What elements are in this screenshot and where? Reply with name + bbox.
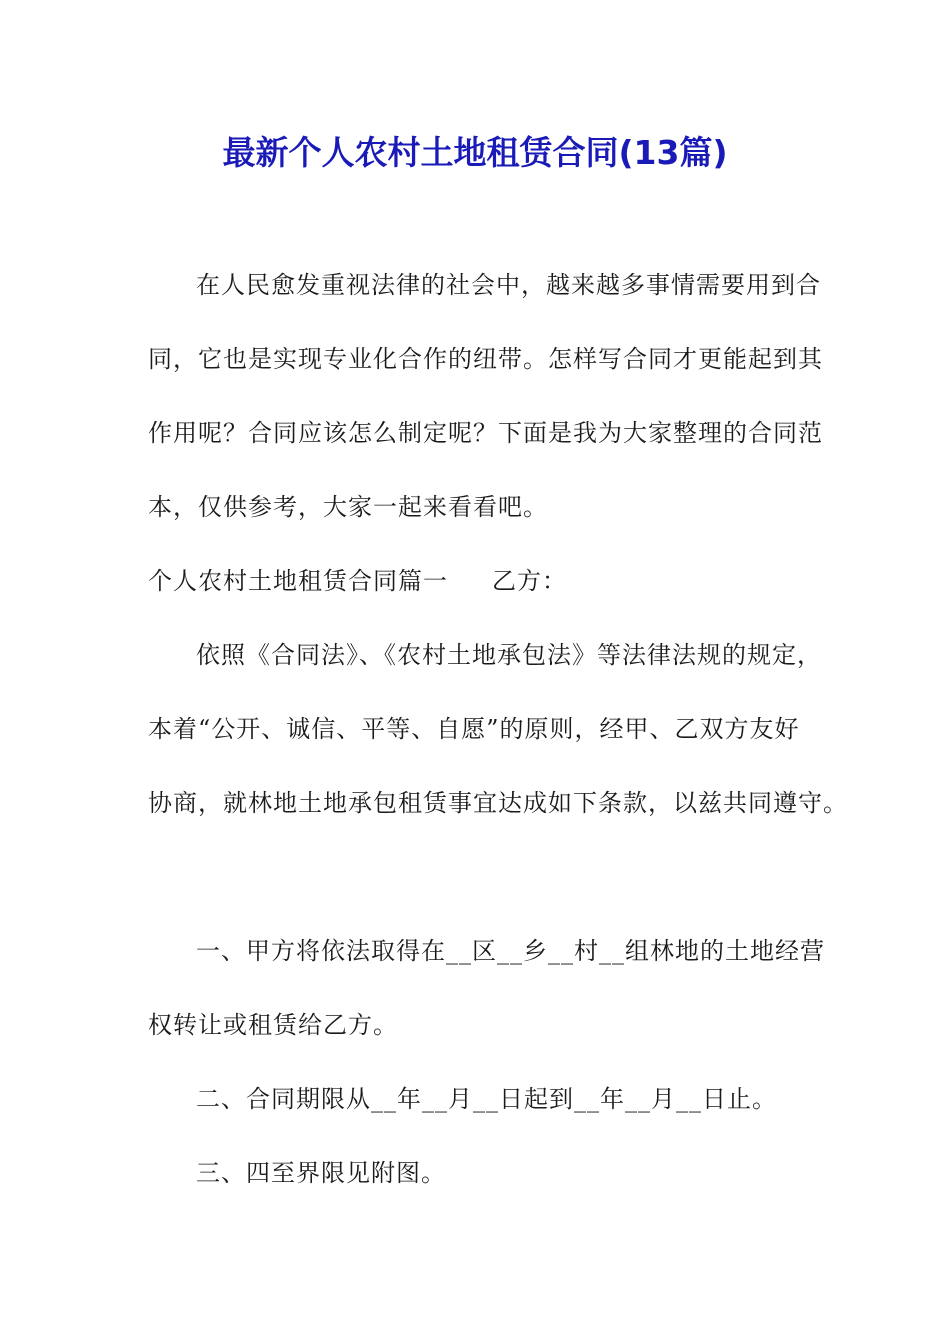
para1-line-2: 本着“公开、诚信、平等、自愿”的原则，经甲、乙双方友好: [148, 715, 800, 743]
intro-line-2: 同，它也是实现专业化合作的纽带。怎样写合同才更能起到其: [148, 345, 823, 373]
section-heading-row: [148, 563, 567, 599]
intro-line-4: 本，仅供参考，大家一起来看看吧。: [148, 493, 548, 521]
para1-line-1: 依照《合同法》、《农村土地承包法》等法律法规的规定，: [196, 641, 822, 669]
clause2-line: 二、合同期限从__年__月__日起到__年__月__日止。: [196, 1085, 777, 1113]
clause1-line-2: 权转让或租赁给乙方。: [148, 1011, 398, 1039]
clause3-line: 三、四至界限见附图。: [196, 1159, 446, 1187]
document-title: 最新个人农村土地租赁合同(13篇): [222, 133, 728, 172]
intro-line-3: 作用呢？合同应该怎么制定呢？下面是我为大家整理的合同范: [148, 419, 823, 447]
clause1-line-1: 一、甲方将依法取得在__区__乡__村__组林地的土地经营: [196, 937, 825, 965]
intro-line-1: 在人民愈发重视法律的社会中，越来越多事情需要用到合: [196, 271, 821, 299]
section-heading: 个人农村土地租赁合同篇一: [148, 567, 448, 595]
party-b-label: 乙方：: [492, 567, 567, 595]
para1-line-3: 协商，就林地土地承包租赁事宜达成如下条款，以兹共同遵守。: [148, 789, 848, 817]
